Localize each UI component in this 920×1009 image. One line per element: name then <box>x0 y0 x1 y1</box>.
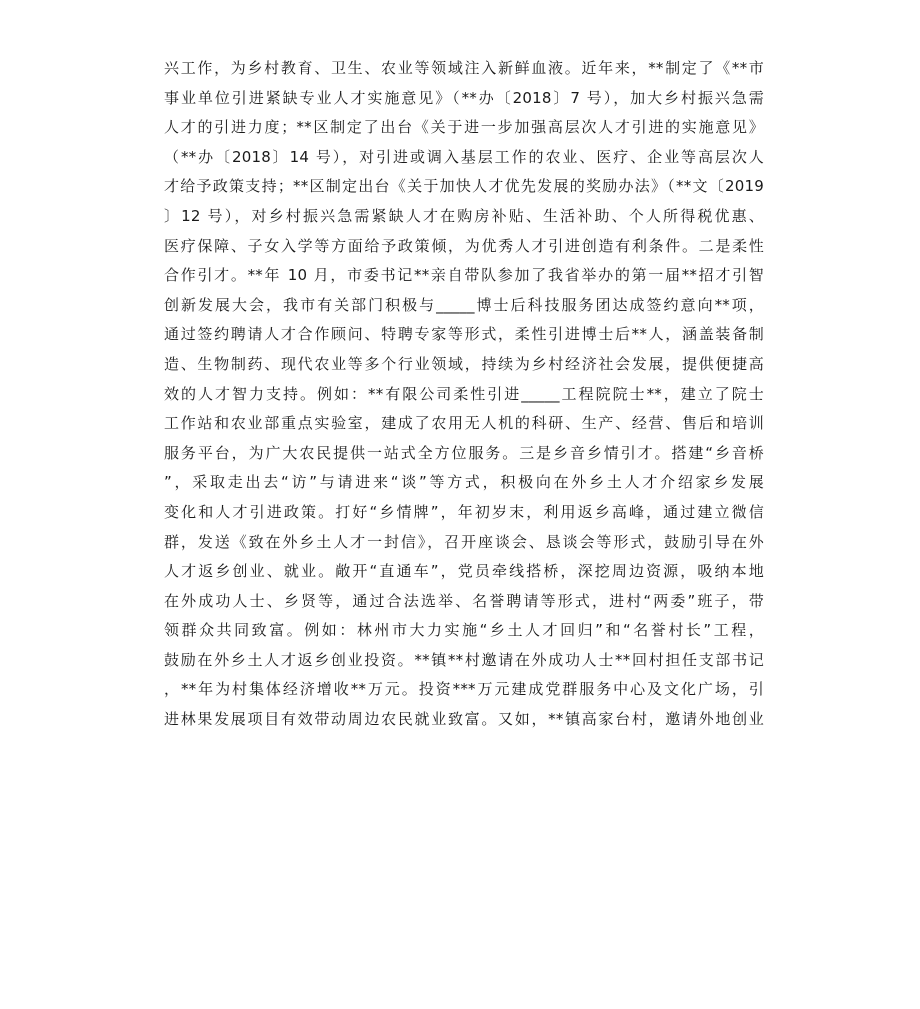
text-line: 兴工作，为乡村教育、卫生、农业等领域注入新鲜血液。近年来，**制定了《**市 <box>164 59 764 77</box>
text-line: 〕12 号），对乡村振兴急需紧缺人才在购房补贴、生活补助、个人所得税优惠、 <box>164 206 764 225</box>
text-line: 群，发送《致在外乡土人才一封信》，召开座谈会、恳谈会等形式，鼓励引导在外 <box>164 532 764 551</box>
text-line: 服务平台，为广大农民提供一站式全方位服务。三是乡音乡情引才。搭建“乡音桥 <box>164 443 764 462</box>
text-line: 医疗保障、子女入学等方面给予政策倾，为优秀人才引进创造有利条件。二是柔性 <box>164 236 764 255</box>
text-line: 通过签约聘请人才合作顾问、特聘专家等形式，柔性引进博士后**人，涵盖装备制 <box>164 325 764 344</box>
text-line: （**办〔2018〕14 号），对引进或调入基层工作的农业、医疗、企业等高层次人 <box>164 147 764 166</box>
text-line: 事业单位引进紧缺专业人才实施意见》（**办〔2018〕7 号），加大乡村振兴急需 <box>164 88 764 107</box>
text-line: ”，采取走出去“访”与请进来“谈”等方式，积极向在外乡土人才介绍家乡发展 <box>164 473 764 492</box>
text-line: 人才的引进力度；**区制定了出台《关于进一步加强高层次人才引进的实施意见》 <box>164 118 764 137</box>
text-line: 合作引才。**年 10 月，市委书记**亲自带队参加了我省举办的第一届**招才引智 <box>164 266 764 285</box>
text-line: 进林果发展项目有效带动周边农民就业致富。又如，**镇高家台村，邀请外地创业 <box>164 710 764 729</box>
text-line: 才给予政策支持；**区制定出台《关于加快人才优先发展的奖励办法》（**文〔2019 <box>164 177 764 196</box>
text-line: 工作站和农业部重点实验室，建成了农用无人机的科研、生产、经营、售后和培训 <box>164 414 764 433</box>
text-line: 造、生物制药、现代农业等多个行业领域，持续为乡村经济社会发展，提供便捷高 <box>164 354 764 373</box>
text-line: 领群众共同致富。例如：林州市大力实施“乡土人才回归”和“名誉村长”工程， <box>164 621 764 640</box>
text-line: 在外成功人士、乡贤等，通过合法选举、名誉聘请等形式，进村“两委”班子，带 <box>164 591 764 610</box>
text-line: 创新发展大会，我市有关部门积极与_____博士后科技服务团达成签约意向**项， <box>164 295 764 314</box>
text-line: 人才返乡创业、就业。敞开“直通车”，党员牵线搭桥，深挖周边资源，吸纳本地 <box>164 562 764 581</box>
text-line: 鼓励在外乡土人才返乡创业投资。**镇**村邀请在外成功人士**回村担任支部书记 <box>164 650 764 669</box>
body-text <box>164 54 764 735</box>
text-line: 效的人才智力支持。例如：**有限公司柔性引进_____工程院院士**，建立了院士 <box>164 384 764 403</box>
text-line: 变化和人才引进政策。打好“乡情牌”，年初岁末，利用返乡高峰，通过建立微信 <box>164 502 764 521</box>
text-line: ，**年为村集体经济增收**万元。投资***万元建成党群服务中心及文化广场，引 <box>164 680 764 699</box>
